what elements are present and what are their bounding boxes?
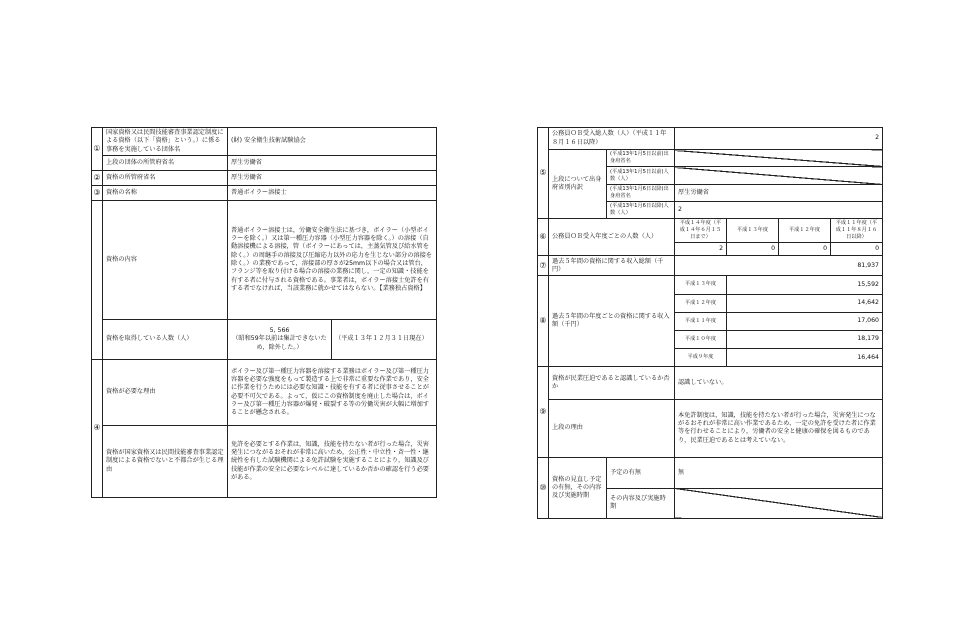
review-label: 資格の見直し予定の有無，その内容及び実施時期: [549, 458, 607, 519]
organization-value: (財) 安全衛生技術試験協会: [228, 128, 437, 156]
competition-label: 資格が民業圧迫であると認識しているか否か: [549, 367, 675, 399]
organization-ministry-value: 厚生労働省: [228, 156, 437, 171]
necessity-reason-label: 資格が必要な理由: [103, 360, 228, 426]
holders-note: （昭和59年以前は集計できないため，除外した。）: [232, 335, 327, 351]
income-year-value: 15,592: [727, 276, 883, 294]
ob-total-value: 2: [675, 128, 883, 150]
review-detail-label: その内容及び実施時期: [607, 488, 675, 518]
competition-reason-label: 上段の理由: [549, 399, 675, 458]
income-year-value: 18,179: [727, 330, 883, 348]
row-number-9: ⑨: [538, 367, 549, 458]
ob-year-value: 0: [779, 243, 831, 256]
competition-value: 認識していない。: [675, 367, 883, 399]
review-plan-value: 無: [675, 458, 883, 488]
ob-year-header: 平成１２年度: [779, 219, 831, 243]
ob-dept-sub-label: (平成13年1月6日以降)出身府省名: [607, 184, 675, 201]
row-number-3: ③: [92, 186, 103, 201]
holders-label: 資格を取得している人数（人）: [103, 320, 228, 360]
review-detail-value: [675, 488, 883, 518]
income-year-value: 16,464: [727, 349, 883, 367]
income-total-label: 過去５年間の資格に関する収入総額（千円）: [549, 256, 675, 276]
row-number-8: ⑧: [538, 276, 549, 367]
ob-year-value: 2: [675, 243, 727, 256]
right-form-table: [537, 127, 883, 519]
row-number-1: ①: [92, 128, 103, 171]
row-number-blank: [92, 201, 103, 360]
holders-date: （平成１３年１２月３１日現在）: [332, 320, 437, 360]
qualification-name-label: 資格の名称: [103, 186, 228, 201]
ob-year-header: 平成１４年度（平成１４年６月１５日まで）: [675, 219, 727, 243]
ob-year-header: 平成１１年度（平成１１年８月１６日以降）: [831, 219, 883, 243]
qualification-ministry-label: 資格の所管府省名: [103, 171, 228, 186]
national-reason-value: 免許を必要とする作業は，知識，技能を持たない者が行った場合，災害発生につながるおそれが非常に高いため，公正性・中立性・斉一性・継続性を有した試験機関による免許試験を実施することにより，知識及び技能が作業の安全に必要なレベルに達しているか否かの確認を行う必要がある。: [228, 426, 437, 498]
ob-dept-sub-value: [675, 150, 883, 167]
national-reason-label: 資格が国家資格又は民間技能審査事業認定制度による資格でないと不都合が生じる理由: [103, 426, 228, 498]
necessity-reason-value: ボイラー及び第一種圧力容器を溶接する業務はボイラー及び第一種圧力容器を必要な強度をもって製造する上で非常に重要な作業であり，安全に作業を行うためには必要な知識・技能を有する者に従事させることが必要不可欠である。よって，仮にこの資格制度を廃止した場合は，ボイラー及び第一種圧力容器が爆発・破裂する等の労働災害が大幅に増加することが懸念される。: [228, 360, 437, 426]
holders-count-cell: [228, 320, 332, 360]
income-total-value: 81,937: [675, 256, 883, 276]
holders-count: 5, 566: [269, 327, 290, 335]
review-plan-label: 予定の有無: [607, 458, 675, 488]
ob-dept-sub-label: (平成13年1月5日以前)人数（人）: [607, 167, 675, 184]
ob-dept-label: 上段について出身府省別内訳: [549, 150, 607, 219]
row-number-7: ⑦: [538, 256, 549, 276]
ob-dept-sub-value: [675, 167, 883, 184]
row-number-5: ⑤: [538, 128, 549, 219]
qualification-content-label: 資格の内容: [103, 201, 228, 320]
left-form-table: [91, 127, 437, 498]
income-year: 平成１０年度: [675, 330, 727, 348]
row-number-6: ⑥: [538, 219, 549, 256]
organization-label: 国家資格又は民間技能審査事業認定制度による資格（以下「資格」という。）に係る事務を実施している団体名: [103, 128, 228, 156]
ob-dept-sub-label: (平成13年1月6日以降)人数（人）: [607, 201, 675, 218]
ob-total-label: 公務員ＯＢ受入総人数（人）（平成１１年８月１６日以降）: [549, 128, 675, 150]
ob-dept-sub-label: (平成13年1月5日以前)出身府省名: [607, 150, 675, 167]
ob-dept-sub-value: 厚生労働省: [675, 184, 883, 201]
income-year: 平成１２年度: [675, 294, 727, 312]
row-number-4: ④: [92, 360, 103, 498]
ob-year-value: 0: [831, 243, 883, 256]
income-year-value: 14,642: [727, 294, 883, 312]
income-year: 平成１３年度: [675, 276, 727, 294]
ob-yearly-label: 公務員ＯＢ受入年度ごとの人数（人）: [549, 219, 675, 256]
row-number-2: ②: [92, 171, 103, 186]
row-number-10: ⑩: [538, 458, 549, 519]
organization-ministry-label: 上段の団体の所管府省名: [103, 156, 228, 171]
qualification-content-value: 普通ボイラー溶接士は，労働安全衛生法に基づき，ボイラー（小型ボイラーを除く。）又は第一種圧力容器（小型圧力容器を除く。）の溶接（自動溶接機による溶接，管（ボイラーにあっては，主蒸気管及び給水管を除く。）の周継手の溶接及び圧縮応力以外の応力を生じない部分の溶接を除く。）の業務であって，溶接部の厚さが25mm以下の場合又は管台，フランジ等を取り付ける場合の溶接の業務に関し，一定の知識・技能を有する者に付与される資格である。事業者は，ボイラー溶接士免許を有する者でなければ，当該業務に就かせてはならない。【業務独占資格】: [228, 201, 437, 320]
income-year: 平成１１年度: [675, 312, 727, 330]
income-yearly-label: 過去５年間の年度ごとの資格に関する収入額（千円）: [549, 276, 675, 367]
income-year-value: 17,060: [727, 312, 883, 330]
ob-dept-sub-value: 2: [675, 201, 883, 218]
ob-year-value: 0: [727, 243, 779, 256]
qualification-name-value: 普通ボイラー溶接士: [228, 186, 437, 201]
income-year: 平成９年度: [675, 349, 727, 367]
competition-reason-value: 本免許制度は，知識，技能を持たない者が行った場合，災害発生につながるおそれが非常に高い作業であるため，一定の免許を受けた者に作業等を行わせることにより，労働者の安全と健康の確保を図るものであり，民業圧迫であるとは考えていない。: [675, 399, 883, 458]
qualification-ministry-value: 厚生労働省: [228, 171, 437, 186]
ob-year-header: 平成１３年度: [727, 219, 779, 243]
